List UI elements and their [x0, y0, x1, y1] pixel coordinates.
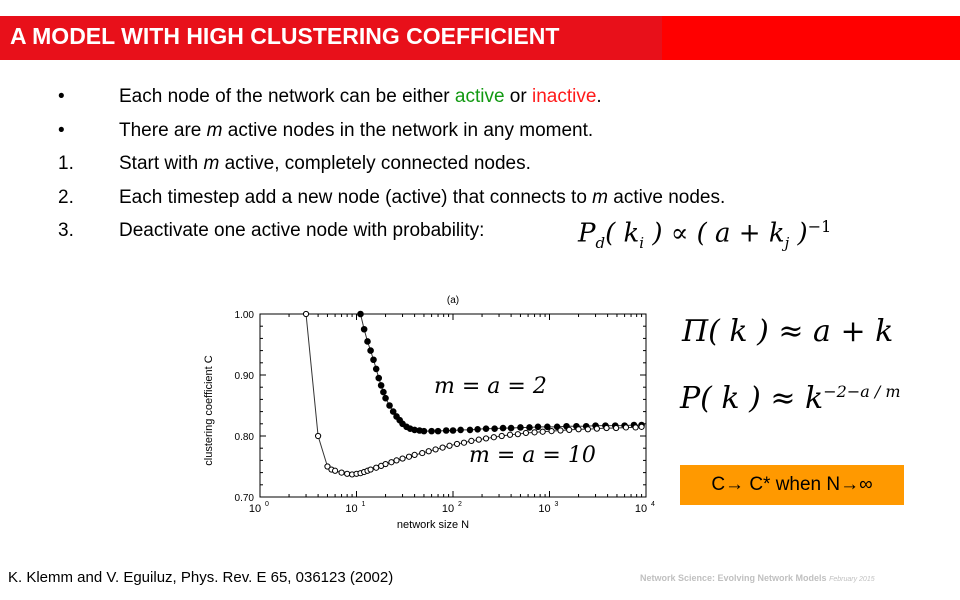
- y-tick-label: 0.90: [234, 371, 254, 382]
- data-point-filled: [387, 403, 393, 409]
- data-point-open: [374, 465, 379, 470]
- data-point-open: [447, 443, 452, 448]
- data-point-open: [614, 425, 619, 430]
- data-point-open: [461, 440, 466, 445]
- data-point-open: [440, 445, 445, 450]
- data-point-open: [389, 460, 394, 465]
- active-word: active: [454, 86, 505, 107]
- data-point-filled: [475, 426, 481, 432]
- data-point-filled: [545, 424, 551, 430]
- data-point-filled: [361, 326, 367, 332]
- plot-frame: [260, 314, 646, 497]
- data-point-filled: [365, 339, 371, 345]
- step-number: 2.: [58, 187, 74, 208]
- data-point-open: [532, 430, 537, 435]
- data-point-filled: [371, 357, 377, 363]
- data-point-filled: [492, 426, 498, 432]
- data-point-open: [394, 458, 399, 463]
- data-point-filled: [500, 425, 506, 431]
- data-point-filled: [373, 366, 379, 372]
- data-point-open: [368, 467, 373, 472]
- degree-formula: P( k ) ≈ $k^{-2-a / m}$: [680, 381, 901, 416]
- x-tick-label: 10: [538, 503, 551, 515]
- data-point-filled: [443, 428, 449, 434]
- footer-text: Network Science: Evolving Network Models: [640, 573, 827, 583]
- data-point-open: [558, 428, 563, 433]
- step-text: Each timestep add a new node (active) that connects to m active nodes.: [119, 187, 726, 208]
- x-tick-label: 10: [345, 503, 358, 515]
- y-axis-label: clustering coefficient C: [203, 355, 215, 466]
- annotation-m2: m = a = 2: [434, 374, 547, 399]
- data-point-filled: [450, 428, 456, 434]
- chart-title: (a): [446, 295, 460, 306]
- data-point-open: [339, 470, 344, 475]
- data-point-open: [515, 432, 520, 437]
- data-point-open: [400, 456, 405, 461]
- data-point-filled: [527, 425, 533, 431]
- data-point-open: [315, 433, 320, 438]
- bullet-marker: •: [58, 120, 65, 141]
- step-number: 1.: [58, 153, 74, 174]
- data-point-open: [567, 427, 572, 432]
- data-point-filled: [429, 428, 435, 434]
- data-point-open: [332, 468, 337, 473]
- data-point-filled: [378, 383, 384, 389]
- x-tick-exponent: 2: [458, 501, 462, 508]
- data-point-open: [412, 452, 417, 457]
- x-axis-label: network size N: [396, 519, 470, 531]
- data-point-open: [426, 449, 431, 454]
- data-point-filled: [383, 395, 389, 401]
- citation: K. Klemm and V. Eguiluz, Phys. Rev. E 65, 036123 (2002): [8, 569, 394, 586]
- step-text: Deactivate one active node with probability:: [119, 220, 485, 241]
- data-point-filled: [458, 427, 464, 433]
- data-point-filled: [368, 348, 374, 354]
- annotation-m10: m = a = 10: [469, 443, 596, 468]
- clustering-chart: [196, 290, 656, 540]
- data-point-open: [454, 441, 459, 446]
- data-point-open: [585, 427, 590, 432]
- data-point-open: [303, 311, 308, 316]
- y-tick-label: 0.70: [234, 493, 254, 504]
- data-point-open: [549, 429, 554, 434]
- data-point-open: [576, 427, 581, 432]
- y-tick-label: 0.80: [234, 432, 254, 443]
- data-point-open: [433, 447, 438, 452]
- x-tick-label: 10: [441, 503, 455, 515]
- attachment-formula: Π( k ) ≈ a + k: [682, 314, 894, 349]
- data-point-open: [623, 425, 628, 430]
- y-tick-label: 1.00: [234, 310, 254, 321]
- bullet-text: Each node of the network can be either active or inactive.: [119, 86, 602, 107]
- data-point-open: [476, 437, 481, 442]
- data-point-filled: [358, 311, 364, 317]
- data-point-open: [594, 426, 599, 431]
- bullet-marker: •: [58, 86, 65, 107]
- data-point-filled: [535, 424, 541, 430]
- data-point-filled: [508, 425, 514, 431]
- limit-badge: C→ C* when N→∞: [680, 465, 904, 505]
- data-point-open: [420, 450, 425, 455]
- x-tick-exponent: 4: [651, 501, 655, 508]
- data-point-open: [507, 432, 512, 437]
- footer-date: February 2015: [829, 576, 875, 583]
- data-point-filled: [467, 427, 473, 433]
- bullet-text: There are m active nodes in the network in any moment.: [119, 120, 594, 141]
- x-tick-exponent: 3: [554, 501, 559, 508]
- footer: [640, 573, 875, 583]
- data-point-open: [499, 433, 504, 438]
- data-point-open: [540, 429, 545, 434]
- series-line-m2: [360, 314, 641, 431]
- x-tick-exponent: 0: [265, 501, 269, 508]
- slide-title: A MODEL WITH HIGH CLUSTERING COEFFICIENT: [10, 23, 560, 49]
- data-point-filled: [381, 389, 387, 395]
- data-point-open: [383, 461, 388, 466]
- x-tick-label: 10: [634, 503, 648, 515]
- data-point-filled: [518, 425, 524, 431]
- step-number: 3.: [58, 220, 74, 241]
- data-point-filled: [421, 428, 427, 434]
- x-tick-exponent: 1: [361, 501, 366, 508]
- data-point-open: [639, 424, 644, 429]
- data-point-open: [491, 435, 496, 440]
- inactive-word: inactive: [531, 86, 597, 107]
- data-point-filled: [376, 375, 382, 381]
- data-point-open: [633, 425, 638, 430]
- data-point-open: [523, 430, 528, 435]
- x-tick-label: 10: [248, 503, 262, 515]
- data-point-open: [345, 471, 350, 476]
- step-text: Start with m active, completely connected nodes.: [119, 153, 531, 174]
- data-point-filled: [435, 428, 441, 434]
- deactivation-formula: $P_d$( $k_i$ ) ∝ ( $a + k_j$ )$^{-1}$: [578, 217, 832, 252]
- data-point-open: [604, 425, 609, 430]
- data-point-open: [483, 436, 488, 441]
- data-point-open: [406, 454, 411, 459]
- chart-svg: [196, 290, 656, 540]
- data-point-filled: [483, 426, 489, 432]
